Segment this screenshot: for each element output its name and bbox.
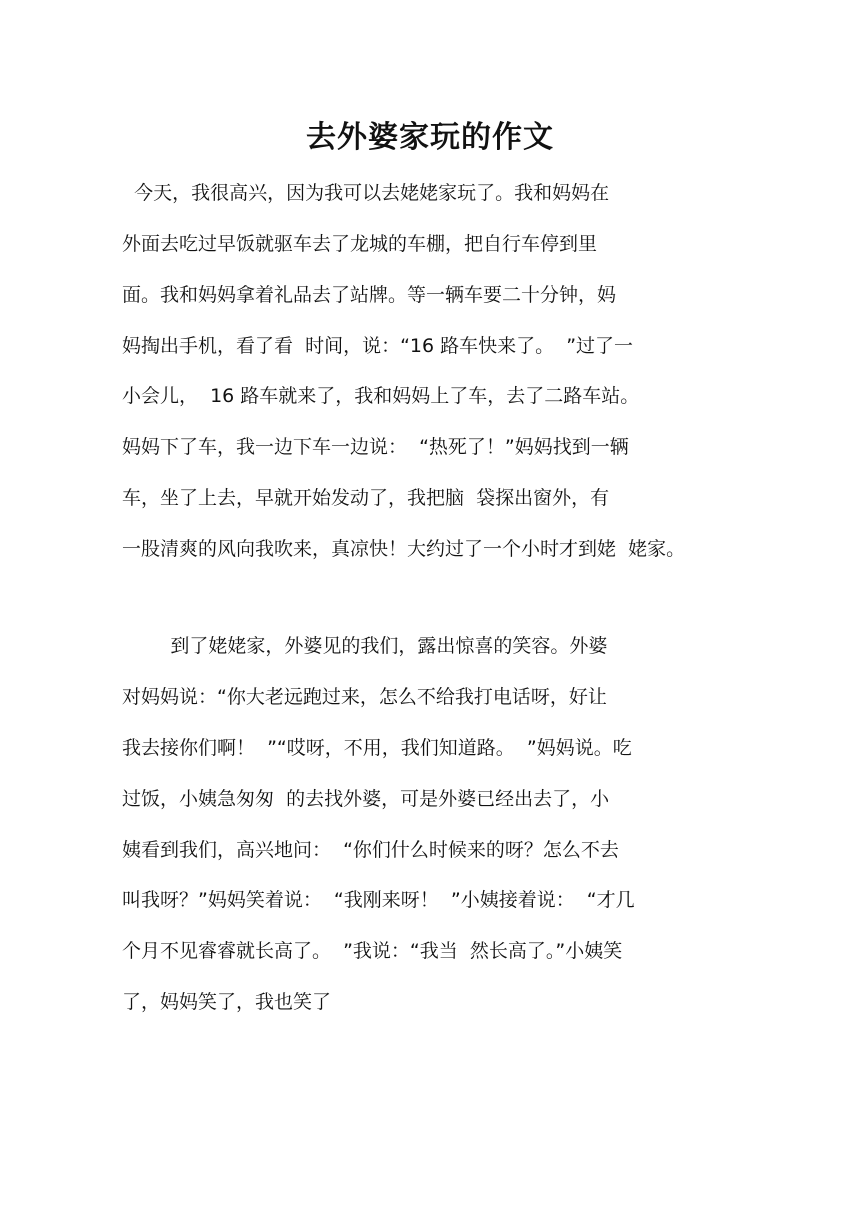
text-line: 了，妈妈笑了，我也笑了 [122, 991, 332, 1013]
text-line: 面。我和妈妈拿着礼品去了站牌。等一辆车要二十分钟，妈 [122, 284, 617, 306]
text-line: 个月不见睿睿就长高了。 ”我说：“我当 然长高了。”小姨笑 [122, 940, 623, 962]
text-line: 车，坐了上去，早就开始发动了，我把脑 袋探出窗外，有 [122, 487, 610, 509]
text-line: 到了姥姥家，外婆见的我们，露出惊喜的笑容。外婆 [122, 635, 608, 657]
text-line: 我去接你们啊！ ”“哎呀，不用，我们知道路。 ”妈妈说。吃 [122, 737, 632, 759]
text-line: 姨看到我们，高兴地问： “你们什么时候来的呀？怎么不去 [122, 839, 619, 861]
text-line: 今天，我很高兴，因为我可以去姥姥家玩了。我和妈妈在 [122, 182, 610, 204]
text-line: 一股清爽的风向我吹来，真凉快！大约过了一个小时才到姥 姥家。 [122, 538, 686, 560]
text-line: 对妈妈说：“你大老远跑过来，怎么不给我打电话呀，好让 [122, 686, 607, 708]
text-line: 妈妈下了车，我一边下车一边说： “热死了！”妈妈找到一辆 [122, 436, 629, 458]
text-line: 外面去吃过早饭就驱车去了龙城的车棚，把自行车停到里 [122, 233, 598, 255]
text-line: 小会儿， 16 路车就来了，我和妈妈上了车，去了二路车站。 [122, 385, 640, 407]
document-title: 去外婆家玩的作文 [306, 120, 554, 155]
text-line: 妈掏出手机，看了看 时间，说：“16 路车快来了。 ”过了一 [122, 335, 634, 357]
text-line: 过饭，小姨急匆匆 的去找外婆，可是外婆已经出去了，小 [122, 788, 610, 810]
text-line: 叫我呀？”妈妈笑着说： “我刚来呀！ ”小姨接着说： “才几 [122, 889, 635, 911]
